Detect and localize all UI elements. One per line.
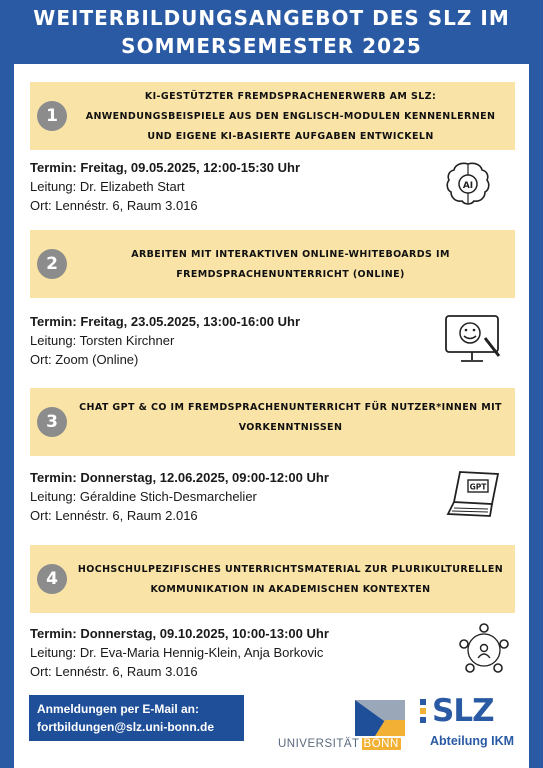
course-termin: Termin: Freitag, 09.05.2025, 12:00-15:30 Uhr: [30, 160, 300, 175]
whiteboard-monitor-icon: [443, 312, 503, 367]
course-ort: Ort: Lennéstr. 6, Raum 2.016: [30, 508, 198, 523]
page-title-line-1: WEITERBILDUNGSANGEBOT DES SLZ IM: [33, 6, 510, 30]
course-details-1: [30, 158, 430, 215]
course-title-band-3: [30, 388, 515, 456]
course-title-band-1: [30, 82, 515, 150]
course-title: CHAT GPT & CO IM FREMDSPRACHENUNTERRICHT FÜR NUTZER*INNEN MIT VORKENNTNISSEN: [79, 402, 502, 433]
course-termin: Termin: Donnerstag, 09.10.2025, 10:00-13:00 Uhr: [30, 626, 329, 641]
course-leitung: Leitung: Géraldine Stich-Desmarchelier: [30, 489, 257, 504]
course-ort: Ort: Zoom (Online): [30, 352, 139, 367]
course-title-band-2: [30, 230, 515, 298]
course-number-badge: 3: [37, 407, 67, 437]
page-header: [0, 0, 543, 64]
contact-label: Anmeldungen per E-Mail an:: [37, 702, 200, 716]
course-leitung: Leitung: Dr. Eva-Maria Hennig-Klein, Anja Borkovic: [30, 645, 324, 660]
course-ort: Ort: Lennéstr. 6, Raum 3.016: [30, 664, 198, 679]
ai-brain-icon: [443, 158, 493, 208]
course-number-badge: 1: [37, 101, 67, 131]
page-title-line-2: SOMMERSEMESTER 2025: [121, 34, 422, 58]
svg-text:AI: AI: [462, 181, 474, 191]
contact-email-link[interactable]: fortbildungen@slz.uni-bonn.de: [37, 720, 215, 734]
course-title-band-4: [30, 545, 515, 613]
course-leitung: Leitung: Torsten Kirchner: [30, 333, 175, 348]
course-details-2: [30, 312, 430, 369]
course-number-badge: 4: [37, 564, 67, 594]
svg-text:GPT: GPT: [469, 482, 487, 492]
course-title: ARBEITEN MIT INTERAKTIVEN ONLINE-WHITEBOARDS IM FREMDSPRACHENUNTERRICHT (ONLINE): [131, 249, 450, 280]
gpt-laptop-icon: [446, 468, 504, 520]
university-bonn-logo-text: UNIVERSITÄT BONN: [278, 738, 399, 750]
course-termin: Termin: Donnerstag, 12.06.2025, 09:00-12:00 Uhr: [30, 470, 329, 485]
course-leitung: Leitung: Dr. Elizabeth Start: [30, 179, 185, 194]
people-network-icon: [456, 622, 512, 678]
registration-contact-box: [29, 695, 244, 741]
course-details-4: [30, 624, 430, 681]
course-ort: Ort: Lennéstr. 6, Raum 3.016: [30, 198, 198, 213]
course-title: KI-GESTÜTZTER FREMDSPRACHENERWERB AM SLZ: ANWENDUNGSBEISPIELE AUS DEN ENGLISCH-MODULEN KENNENLERNEN UND EIGENE KI-BASIERTE AUFGABEN ENTWICKELN: [85, 91, 496, 142]
course-termin: Termin: Freitag, 23.05.2025, 13:00-16:00 Uhr: [30, 314, 300, 329]
course-details-3: [30, 468, 430, 525]
slz-logo-subtitle: Abteilung IKM: [430, 734, 515, 748]
slz-logo-word: SLZ: [432, 693, 494, 729]
course-title: HOCHSCHULPEZIFISCHES UNTERRICHTSMATERIAL ZUR PLURIKULTURELLEN KOMMUNIKATION IN AKADEMISCHEN KONTEXTEN: [77, 564, 504, 595]
course-number-badge: 2: [37, 249, 67, 279]
slz-logo: [420, 693, 530, 756]
